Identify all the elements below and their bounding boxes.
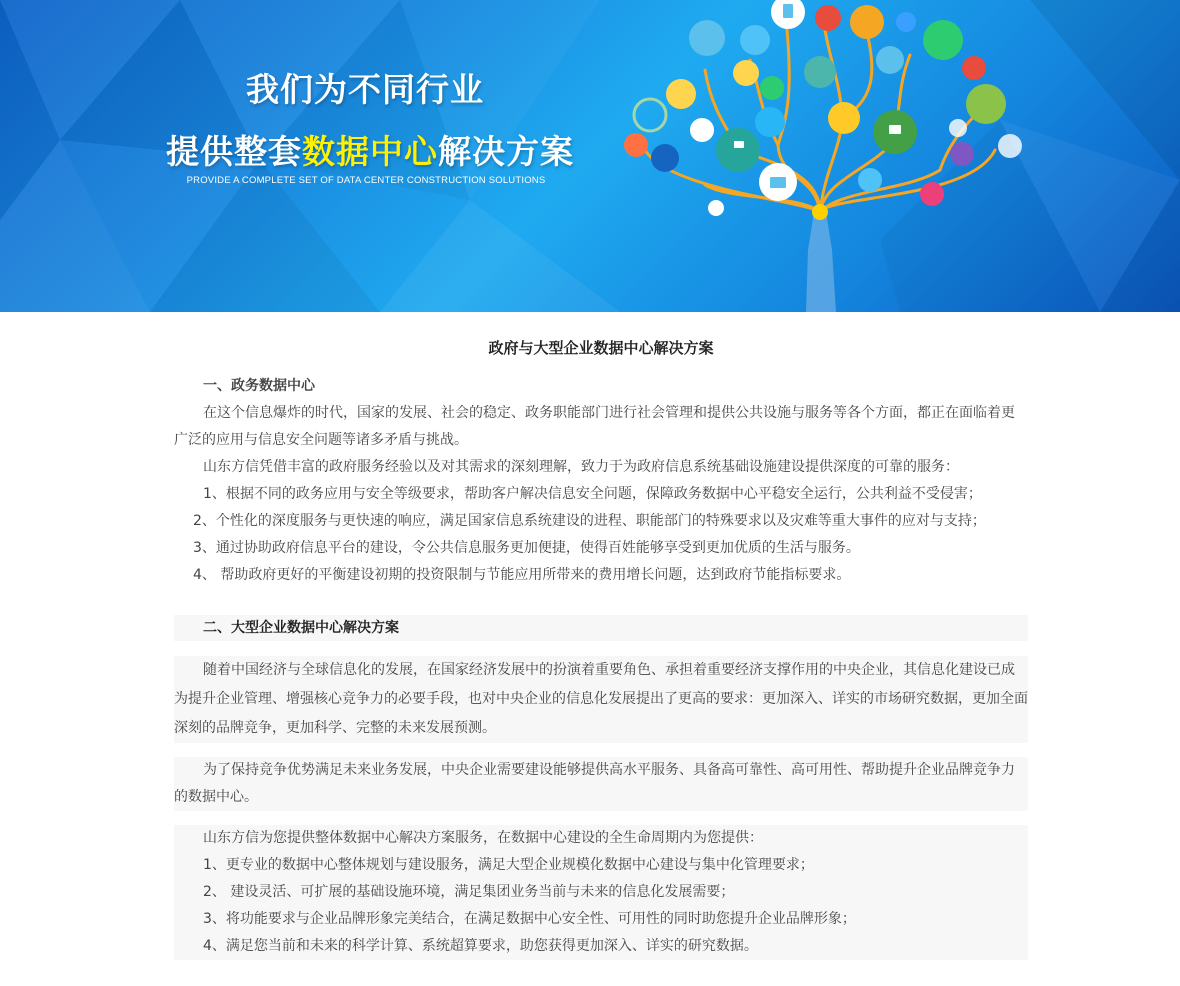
main-content (174, 312, 1028, 960)
banner-title-line1: 我们为不同行业 (246, 70, 484, 109)
recycle-icon (666, 79, 696, 109)
list-item: 2、个性化的深度服务与更快速的响应，满足国家信息系统建设的进程、职能部门的特殊要求以及灾难等重大事件的应对与支持； (193, 513, 986, 529)
page-title: 政府与大型企业数据中心解决方案 (488, 339, 714, 357)
folder-icon (733, 60, 759, 86)
banner-title-line2 (166, 126, 586, 173)
at-icon (998, 134, 1022, 158)
list-item: 4、 帮助政府更好的平衡建设初期的投资限制与节能应用所带来的费用增长问题，达到政府节能指标要求。 (193, 567, 851, 583)
section2-services-block (174, 825, 1028, 960)
section1-paragraph-2: 山东方信凭借丰富的政府服务经验以及对其需求的深刻理解，致力于为政府信息系统基础设施建设提供深度的可靠的服务： (203, 459, 959, 475)
section1-paragraph-1: 在这个信息爆炸的时代，国家的发展、社会的稳定、政务职能部门进行社会管理和提供公共设施与服务等各个方面，都正在面临着更广泛的应用与信息安全问题等诸多矛盾与挑战。 (174, 405, 1015, 448)
phone-icon (689, 20, 725, 56)
star-icon (949, 119, 967, 137)
clipboard-icon (740, 25, 770, 55)
wifi-icon (962, 56, 986, 80)
sync-icon (651, 144, 679, 172)
banner-english-subtitle: PROVIDE A COMPLETE SET OF DATA CENTER CONSTRUCTION SOLUTIONS (186, 175, 546, 186)
section2-paragraph-2: 为了保持竞争优势满足未来业务发展，中央企业需要建设能够提供高水平服务、具备高可靠性、高可用性、帮助提升企业品牌竞争力的数据中心。 (174, 757, 1028, 811)
tech-tree-illustration (610, 0, 1050, 312)
section2-paragraph-1: 随着中国经济与全球信息化的发展，在国家经济发展中的扮演着重要角色、承担着重要经济支撑作用的中央企业，其信息化建设已成为提升企业管理、增强核心竞争力的必要手段，也对中央企业的信息化发展提出了更高的要求：更加深入、详实的市场研究数据，更加全面深刻的品牌竞争，更加科学、完整的未来发展预测。 (174, 656, 1028, 743)
headphones-icon (850, 5, 884, 39)
power-icon (755, 107, 785, 137)
target-icon (815, 5, 841, 31)
banner-title-prefix: 提供整套 (166, 132, 302, 171)
microphone-icon (804, 56, 836, 88)
globe-icon (966, 84, 1006, 124)
section1-heading: 一、政务数据中心 (203, 378, 315, 394)
drop-icon (896, 12, 916, 32)
section-government (174, 373, 1028, 589)
map-icon (828, 102, 860, 134)
section2-paragraph-3: 山东方信为您提供整体数据中心解决方案服务，在数据中心建设的全生命周期内为您提供： (203, 830, 763, 846)
hand-icon (806, 212, 836, 312)
list-item: 4、满足您当前和未来的科学计算、系统超算要求，助您获得更加深入、详实的研究数据。 (203, 938, 758, 954)
mail-icon (876, 46, 904, 74)
laptop-icon (716, 128, 760, 172)
banner-title-suffix: 解决方案 (438, 132, 574, 171)
list-item: 3、通过协助政府信息平台的建设，令公共信息服务更加便捷，使得百姓能够享受到更加优质的生活与服务。 (193, 540, 860, 556)
banner-title-highlight: 数据中心 (302, 132, 438, 171)
list-item: 1、根据不同的政务应用与安全等级要求，帮助客户解决信息安全问题，保障政务数据中心平稳安全运行，公共利益不受侵害； (203, 486, 982, 502)
list-item: 1、更专业的数据中心整体规划与建设服务，满足大型企业规模化数据中心建设与集中化管理要求； (203, 857, 814, 873)
camera-icon (923, 20, 963, 60)
hero-banner (0, 0, 1180, 312)
user-icon (760, 76, 784, 100)
section2-heading: 二、大型企业数据中心解决方案 (174, 615, 1028, 641)
list-item: 2、 建设灵活、可扩展的基础设施环境，满足集团业务当前与未来的信息化发展需要； (203, 884, 735, 900)
flower-icon (920, 182, 944, 206)
music-icon (624, 133, 648, 157)
signal-icon (690, 118, 714, 142)
list-item: 3、将功能要求与企业品牌形象完美结合，在满足数据中心安全性、可用性的同时助您提升企业品牌形象； (203, 911, 856, 927)
